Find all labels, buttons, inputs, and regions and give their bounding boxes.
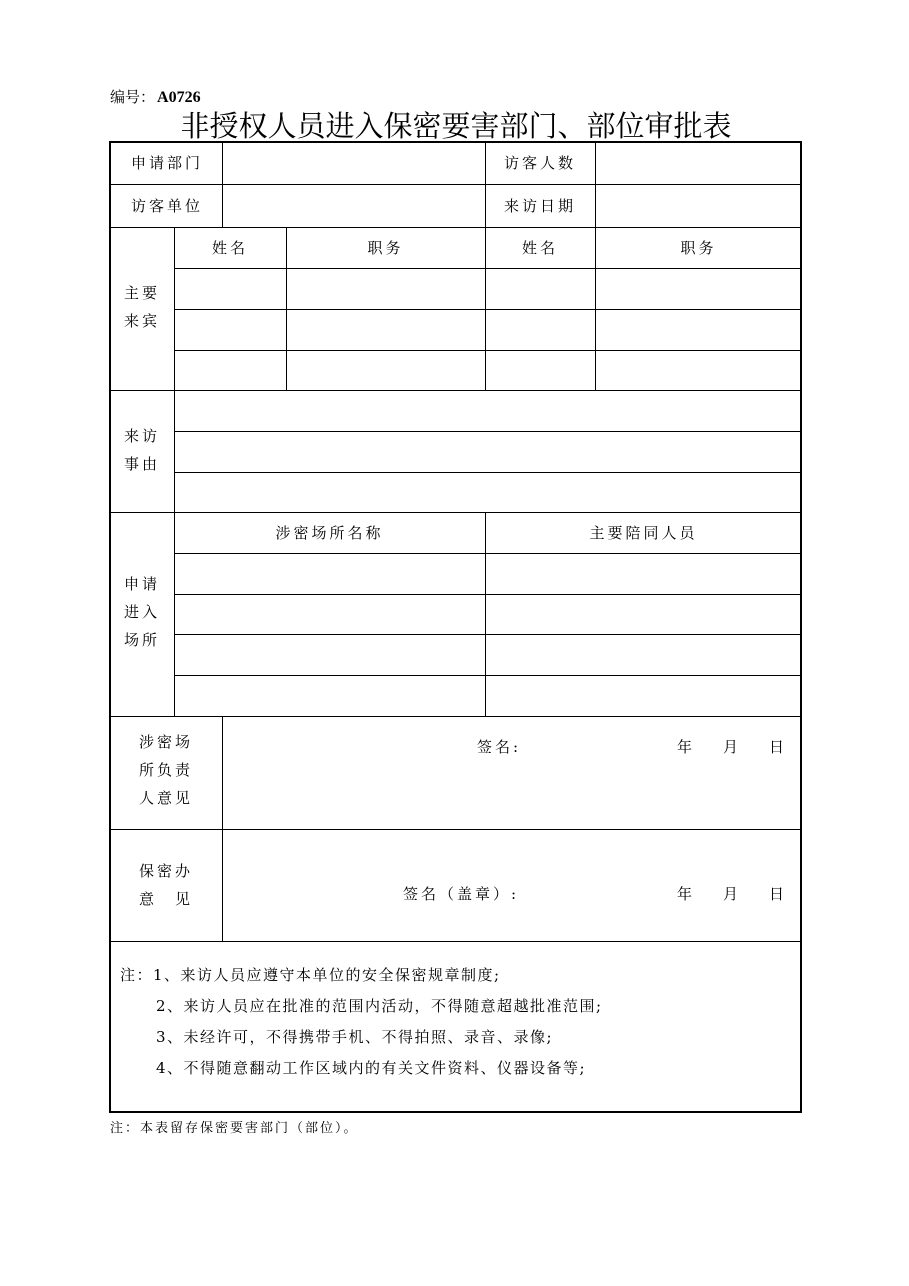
place-opinion-label-line3: 人意见 (138, 789, 193, 807)
row-divider (174, 309, 802, 310)
place-opinion-label-line2: 所负责 (138, 761, 193, 779)
office-opinion-day: 日 (769, 885, 788, 903)
col-header-position-2: 职务 (680, 239, 717, 257)
col-divider (485, 512, 486, 716)
row-divider (110, 941, 802, 942)
row-divider (174, 431, 802, 432)
visitor-unit-field[interactable] (224, 186, 484, 226)
form-number-value: A0726 (157, 89, 201, 106)
office-opinion-label (110, 857, 222, 913)
apply-dept-field[interactable] (224, 143, 484, 183)
place-opinion-year: 年 (677, 738, 696, 756)
col-header-escort: 主要陪同人员 (589, 524, 698, 542)
col-divider (222, 142, 223, 227)
visit-date-label: 来访日期 (504, 197, 577, 215)
reason-label (110, 422, 174, 478)
row-divider (110, 512, 802, 513)
place-opinion-day: 日 (769, 738, 788, 756)
row-divider (174, 594, 802, 595)
row-divider (110, 227, 802, 228)
col-header-name: 姓名 (211, 239, 248, 257)
row-divider (110, 184, 802, 185)
office-opinion-year: 年 (677, 885, 696, 903)
place-label-line1: 申请 (123, 575, 160, 593)
office-opinion-month: 月 (723, 885, 742, 903)
visitor-count-label: 访客人数 (504, 154, 577, 172)
col-divider (174, 390, 175, 512)
form-title: 非授权人员进入保密要害部门、部位审批表 (180, 109, 732, 143)
note-item: 3、未经许可，不得携带手机、不得拍照、录音、录像; (156, 1028, 554, 1046)
footer-note: 注：本表留存保密要害部门（部位）。 (110, 1121, 359, 1136)
col-divider (222, 716, 223, 941)
col-divider (174, 512, 175, 716)
row-divider (174, 472, 802, 473)
form-number-label: 编号： (110, 88, 156, 106)
visitor-count-field[interactable] (597, 143, 800, 183)
reason-label-line1: 来访 (123, 427, 160, 445)
row-divider (174, 268, 802, 269)
col-divider (595, 142, 596, 227)
notes (120, 960, 603, 1084)
row-divider (110, 829, 802, 830)
guests-label-line1: 主要 (123, 284, 160, 302)
row-divider (174, 553, 802, 554)
place-label (110, 570, 174, 654)
col-header-name-2: 姓名 (521, 239, 558, 257)
col-header-place-name: 涉密场所名称 (275, 524, 384, 542)
place-opinion-month: 月 (723, 738, 742, 756)
note-item: 2、来访人员应在批准的范围内活动，不得随意超越批准范围; (156, 997, 603, 1015)
place-label-line3: 场所 (123, 631, 160, 649)
visitor-unit-label: 访客单位 (131, 197, 204, 215)
row-divider (110, 390, 802, 391)
col-divider (485, 142, 486, 227)
place-label-line2: 进入 (123, 603, 160, 621)
guests-label (110, 279, 174, 335)
reason-label-line2: 事由 (123, 455, 160, 473)
row-divider (174, 634, 802, 635)
place-opinion-label (110, 728, 222, 812)
row-divider (110, 716, 802, 717)
note-item: 注：1、来访人员应遵守本单位的安全保密规章制度; (120, 966, 501, 984)
row-divider (174, 675, 802, 676)
office-opinion-label-line2: 意 见 (138, 890, 193, 908)
place-opinion-label-line1: 涉密场 (138, 733, 193, 751)
guests-label-line2: 来宾 (123, 312, 160, 330)
col-header-position: 职务 (367, 239, 404, 257)
note-item: 4、不得随意翻动工作区域内的有关文件资料、仪器设备等; (156, 1059, 587, 1077)
office-opinion-label-line1: 保密办 (138, 862, 193, 880)
apply-dept-label: 申请部门 (131, 154, 204, 172)
row-divider (174, 350, 802, 351)
visit-date-field[interactable] (597, 186, 800, 226)
office-opinion-sign-label: 签名（盖章）: (403, 885, 520, 903)
place-opinion-sign-label: 签名: (477, 738, 522, 756)
